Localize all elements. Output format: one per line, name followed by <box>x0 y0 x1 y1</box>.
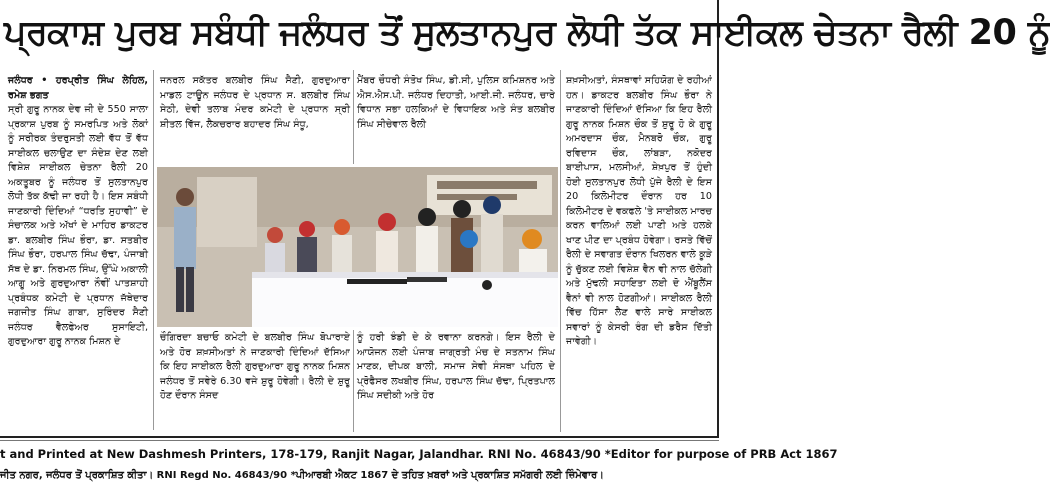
column-divider <box>153 70 154 430</box>
article-paragraph-5: ਨੂੰ ਹਰੀ ਝੰਡੀ ਦੇ ਕੇ ਰਵਾਨਾ ਕਰਨਗੇ। ਇਸ ਰੈਲੀ ਦੇ ਆਯੋਜਨ ਲਈ ਪੰਜਾਬ ਜਾਗ੍ਰਤੀ ਮੰਚ ਦੇ ਸਤਨਾਮ ਸਿੰਘ ਮਾਣਕ, ਦੀਪਕ ਬਾਲੀ, ਸਮਾਜ ਸੇਵੀ ਸੰਸਥਾ ਪਹਿਲ ਦੇ ਪ੍ਰੋਫੈਸਰ ਲਖਬੀਰ ਸਿੰਘ, ਹਰਪਾਲ ਸਿੰਘ ਚੱਢਾ, ਪ੍ਰਿਤਪਾਲ ਸਿੰਘ ਸਦੀਕੀ ਅਤੇ ਹੋਰ <box>357 332 555 401</box>
article-column-1 <box>8 74 148 432</box>
article-column-2-top <box>160 74 350 164</box>
printer-imprint-punjabi: ਜੀਤ ਨਗਰ, ਜਲੰਧਰ ਤੋਂ ਪ੍ਰਕਾਸ਼ਿਤ ਕੀਤਾ। RNI Regd No. 46843/90 *ਪੀਆਰਬੀ ਐਕਟ 1867 ਦੇ ਤਹਿਤ ਖ਼ਬਰਾਂ ਅਤੇ ਪ੍ਰਕਾਸ਼ਿਤ ਸਮੱਗਰੀ ਲਈ ਜ਼ਿੰਮੇਵਾਰ। <box>0 470 604 481</box>
column-divider <box>560 70 561 432</box>
article-column-3-top <box>357 74 555 164</box>
article-column-3-bottom <box>357 331 555 433</box>
footer-divider <box>0 440 719 441</box>
printer-imprint-english: t and Printed at New Dashmesh Printers, 178-179, Ranjit Nagar, Jalandhar. RNI No. 46843/90 *Editor for purpose of PRB Act 1867 <box>0 447 838 461</box>
article-paragraph-2: ਜਨਰਲ ਸਕੱਤਰ ਬਲਬੀਰ ਸਿੰਘ ਸੈਣੀ, ਗੁਰਦੁਆਰਾ ਮਾਡਲ ਟਾਊਨ ਜਲੰਧਰ ਦੇ ਪ੍ਰਧਾਨ ਸ. ਬਲਬੀਰ ਸਿੰਘ ਸੇਠੀ, ਦੇਵੀ ਤਲਾਬ ਮੰਦਰ ਕਮੇਟੀ ਦੇ ਪ੍ਰਧਾਨ ਸ੍ਰੀ ਸ਼ੀਤਲ ਵਿੱਜ, ਲੈਕਚਰਾਰ ਬਹਾਦਰ ਸਿੰਘ ਸੰਧੂ, <box>160 75 350 130</box>
article-paragraph-6: ਸ਼ਖ਼ਸੀਅਤਾਂ, ਸੰਸਥਾਵਾਂ ਸਹਿਯੋਗ ਦੇ ਰਹੀਆਂ ਹਨ। ਡਾਕਟਰ ਬਲਬੀਰ ਸਿੰਘ ਭੌਰਾ ਨੇ ਜਾਣਕਾਰੀ ਦਿੰਦਿਆਂ ਦੱਸਿਆ ਕਿ ਇਹ ਰੈਲੀ ਗੁਰੂ ਨਾਨਕ ਮਿਸ਼ਨ ਚੌਕ ਤੋਂ ਸ਼ੁਰੂ ਹੋ ਕੇ ਗੁਰੂ ਅਮਰਦਾਸ ਚੌਕ, ਮੈਨਬਰੋ ਚੌਕ, ਗੁਰੂ ਰਵਿਦਾਸ ਚੌਕ, ਲਾਂਬੜਾ, ਨਕੋਦਰ ਬਾਈਪਾਸ, ਮਲਸੀਆਂ, ਸ਼ੇਖ਼ਪੁਰ ਤੋਂ ਹੁੰਦੀ ਹੋਈ ਸੁਲਤਾਨਪੁਰ ਲੋਧੀ ਪੁੱਜੇ ਰੈਲੀ ਦੇ ਇਸ 20 ਕਿਲੋਮੀਟਰ ਦੌਰਾਨ ਹਰ 10 ਕਿਲੋਮੀਟਰ ਦੇ ਵਕਫਲੇ 'ਤੇ ਸਾਈਕਲ ਮਾਰਚ ਕਰਨ ਵਾਲਿਆਂ ਲਈ ਪਾਣੀ ਅਤੇ ਹਲਕੇ ਖਾਣ ਪੀਣ ਦਾ ਪ੍ਰਬੰਧ ਹੋਵੇਗਾ। ਰਸਤੇ ਵਿੱਚੋਂ ਰੈਲੀ ਦੇ ਸਵਾਗਤ ਦੌਰਾਨ ਖਿਲਰਨ ਵਾਲੇ ਕੂੜੇ ਨੂੰ ਚੁੱਕਣ ਲਈ ਵਿਸ਼ੇਸ਼ ਵੈਨ ਵੀ ਨਾਲ ਚੱਲੇਗੀ ਅਤੇ ਮੁੱਢਲੀ ਸਹਾਇਤਾ ਲਈ ਦੋ ਐਂਬੂਲੈਂਸ ਵੈਨਾਂ ਵੀ ਨਾਲ ਹੋਣਗੀਆਂ। ਸਾਈਕਲ ਰੈਲੀ ਵਿੱਚ ਹਿੱਸਾ ਲੈਣ ਵਾਲੇ ਸਾਰੇ ਸਾਈਕਲ ਸਵਾਰਾਂ ਨੂੰ ਕੇਸਰੀ ਰੰਗ ਦੀ ਡਰੈਸ ਦਿੱਤੀ ਜਾਵੇਗੀ। <box>566 75 712 347</box>
press-conference-photo <box>157 167 558 327</box>
article-paragraph-3: ਮੈਂਬਰ ਚੌਧਰੀ ਸੰਤੋਖ ਸਿੰਘ, ਡੀ.ਸੀ, ਪੁਲਿਸ ਕਮਿਸ਼ਨਰ ਅਤੇ ਐਸ.ਐਸ.ਪੀ. ਜਲੰਧਰ ਦਿਹਾਤੀ, ਆਈ.ਜੀ. ਜਲੰਧਰ, ਚਾਰੇ ਵਿਧਾਨ ਸਭਾ ਹਲਕਿਆਂ ਦੇ ਵਿਧਾਇਕ ਅਤੇ ਸੰਤ ਬਲਬੀਰ ਸਿੰਘ ਸੀਚੇਵਾਲ ਰੈਲੀ <box>357 75 555 130</box>
photo-illustration <box>157 167 558 327</box>
byline: ਜਲੰਧਰ • ਹਰਪ੍ਰੀਤ ਸਿੰਘ ਲੇਹਿਲ, ਰਮੇਸ਼ ਭਗਤ <box>8 75 148 101</box>
article-column-4 <box>566 74 712 432</box>
article-paragraph-1: ਸ੍ਰੀ ਗੁਰੂ ਨਾਨਕ ਦੇਵ ਜੀ ਦੇ 550 ਸਾਲਾ ਪ੍ਰਕਾਸ਼ ਪੁਰਬ ਨੂੰ ਸਮਰਪਿਤ ਅਤੇ ਲੋਕਾਂ ਨੂੰ ਸਰੀਰਕ ਤੰਦਰੁਸਤੀ ਲਈ ਵੱਧ ਤੋਂ ਵੱਧ ਸਾਈਕਲ ਚਲਾਉਣ ਦਾ ਸੰਦੇਸ਼ ਦੇਣ ਲਈ ਵਿਸ਼ੇਸ਼ ਸਾਈਕਲ ਚੇਤਨਾ ਰੈਲੀ 20 ਅਕਤੂਬਰ ਨੂੰ ਜਲੰਧਰ ਤੋਂ ਸੁਲਤਾਨਪੁਰ ਲੋਧੀ ਤੱਕ ਕੱਢੀ ਜਾ ਰਹੀ ਹੈ। ਇਸ ਸਬੰਧੀ ਜਾਣਕਾਰੀ ਦਿੰਦਿਆਂ “ਧਰਤਿ ਸੁਹਾਵੀ” ਦੇ ਸੰਚਾਲਕ ਅਤੇ ਅੱਖਾਂ ਦੇ ਮਾਹਿਰ ਡਾਕਟਰ ਡਾ. ਬਲਬੀਰ ਸਿੰਘ ਭੌਰਾ, ਡਾ. ਸਤਬੀਰ ਸਿੰਘ ਭੌਰਾ, ਹਰਪਾਲ ਸਿੰਘ ਚੱਢਾ, ਪੰਜਾਬੀ ਸੱਥ ਦੇ ਡਾ. ਨਿਰਮਲ ਸਿੰਘ, ਉੱਘੇ ਅਕਾਲੀ ਆਗੂ ਅਤੇ ਗੁਰਦੁਆਰਾ ਨੌਵੀਂ ਪਾਤਸ਼ਾਹੀ ਪ੍ਰਬੰਧਕ ਕਮੇਟੀ ਦੇ ਪ੍ਰਧਾਨ ਜੱਥੇਦਾਰ ਜਗਜੀਤ ਸਿੰਘ ਗਾਬਾ, ਸੁਰਿੰਦਰ ਸੈਣੀ ਜਲੰਧਰ ਵੈਲਫੇਅਰ ਸੁਸਾਇਟੀ, ਗੁਰਦੁਆਰਾ ਗੁਰੂ ਨਾਨਕ ਮਿਸ਼ਨ ਦੇ <box>8 104 148 347</box>
article-paragraph-4: ਚੌਗਿਰਦਾ ਬਚਾਓ ਕਮੇਟੀ ਦੇ ਬਲਬੀਰ ਸਿੰਘ ਬੋਪਾਰਾਏ ਅਤੇ ਹੋਰ ਸ਼ਖ਼ਸੀਅਤਾਂ ਨੇ ਜਾਣਕਾਰੀ ਦਿੰਦਿਆਂ ਦੱਸਿਆ ਕਿ ਇਹ ਸਾਈਕਲ ਰੈਲੀ ਗੁਰਦੁਆਰਾ ਗੁਰੂ ਨਾਨਕ ਮਿਸ਼ਨ ਜਲੰਧਰ ਤੋਂ ਸਵੇਰੇ 6.30 ਵਜੇ ਸ਼ੁਰੂ ਹੋਵੇਗੀ। ਰੈਲੀ ਦੇ ਸ਼ੁਰੂ ਹੋਣ ਦੌਰਾਨ ਸੰਸਦ <box>160 332 350 401</box>
article-column-2-bottom <box>160 331 350 433</box>
headline: ਪ੍ਰਕਾਸ਼ ਪੁਰਬ ਸਬੰਧੀ ਜਲੰਧਰ ਤੋਂ ਸੁਲਤਾਨਪੁਰ ਲੋਧੀ ਤੱਕ ਸਾਈਕਲ ਚੇਤਨਾ ਰੈਲੀ 20 ਨੂੰ <box>4 13 1050 53</box>
column-divider <box>353 330 354 432</box>
column-divider <box>353 70 354 164</box>
